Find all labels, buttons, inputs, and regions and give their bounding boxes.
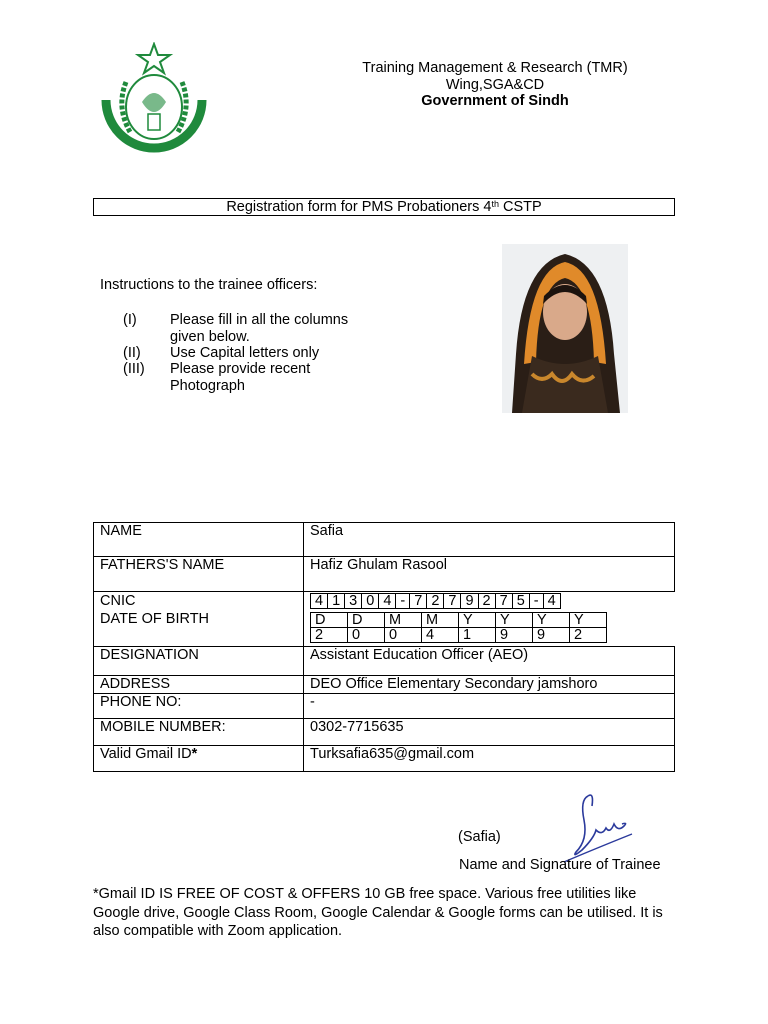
instruction-text: Please provide recent Photograph <box>170 361 311 394</box>
dob-digit-cell: 0 <box>385 628 422 643</box>
gmail-note: *Gmail ID IS FREE OF COST & OFFERS 10 GB free space. Various free utilities like Google drive, Google Class Room, Google Calendar & Google forms can be utilised. It is also compatible with Zoom application. <box>93 886 663 939</box>
table-row-designation <box>94 647 675 676</box>
cnic-digit-cell: 7 <box>410 594 427 609</box>
dob-digit-cell: 9 <box>533 628 570 643</box>
form-title-prefix: Registration form for PMS Probationers 4 <box>226 199 492 215</box>
dob-digit-cell: 0 <box>348 628 385 643</box>
cnic-digit-cell: 4 <box>311 594 328 609</box>
dob-header-cell: M <box>422 613 459 628</box>
dob-grid <box>310 612 607 643</box>
cnic-digit-cell: 1 <box>328 594 345 609</box>
government-emblem <box>98 42 210 172</box>
dob-header-cell: M <box>385 613 422 628</box>
cnic-digit-cell: 2 <box>478 594 495 609</box>
table-row-name <box>94 523 675 557</box>
table-row-father <box>94 557 675 592</box>
cnic-digit-cell: 3 <box>345 594 362 609</box>
header <box>330 60 660 110</box>
father-label: FATHERS'S NAME <box>94 557 304 592</box>
dob-digit-cell: 9 <box>496 628 533 643</box>
dob-digit-cell: 4 <box>422 628 459 643</box>
cnic-digit-cell: - <box>529 594 543 609</box>
cnic-label: CNIC <box>100 593 136 609</box>
cnic-digit-cell: 7 <box>495 594 512 609</box>
dob-header-cell: Y <box>570 613 607 628</box>
cnic-digit-cell: 4 <box>379 594 396 609</box>
table-row-address <box>94 676 675 694</box>
gmail-label: Valid Gmail ID <box>100 746 192 762</box>
instruction-number: (III) <box>123 361 145 377</box>
instruction-item-3 <box>123 361 383 401</box>
table-row-mobile <box>94 719 675 746</box>
cnic-digit-cell: 9 <box>461 594 478 609</box>
cnic-digit-cell: 5 <box>512 594 529 609</box>
form-title-suffix: CSTP <box>498 199 542 215</box>
header-line-3: Government of Sindh <box>421 93 569 109</box>
father-value: Hafiz Ghulam Rasool <box>304 557 675 592</box>
table-row-phone <box>94 694 675 719</box>
dob-digit-cell: 2 <box>311 628 348 643</box>
header-line-2: Wing,SGA&CD <box>445 76 545 93</box>
instruction-text: Please fill in all the columns given below. <box>170 312 349 345</box>
table-row-cnic-dob <box>94 592 675 647</box>
gmail-label-cell <box>94 746 304 772</box>
cnic-digit-cell: - <box>396 594 410 609</box>
signature-name: (Safia) <box>458 829 501 845</box>
dob-label: DATE OF BIRTH <box>100 611 210 627</box>
gmail-value: Turksafia635@gmail.com <box>304 746 675 772</box>
cnic-dob-values <box>304 592 675 647</box>
cnic-digit-cell: 0 <box>362 594 379 609</box>
dob-header-cell: D <box>348 613 385 628</box>
form-title-superscript: th <box>491 199 499 209</box>
form-title <box>93 198 675 216</box>
address-label: ADDRESS <box>94 676 304 694</box>
instruction-number: (I) <box>123 312 137 328</box>
address-value: DEO Office Elementary Secondary jamshoro <box>304 676 675 694</box>
signature-label: Name and Signature of Trainee <box>459 857 661 873</box>
table-row-gmail <box>94 746 675 772</box>
name-label: NAME <box>94 523 304 557</box>
gmail-asterisk: * <box>191 746 198 762</box>
phone-value: - <box>304 694 675 719</box>
phone-label: PHONE NO: <box>94 694 304 719</box>
dob-digit-cell: 1 <box>459 628 496 643</box>
cnic-dob-labels <box>94 592 304 647</box>
instruction-number: (II) <box>123 345 141 361</box>
cnic-grid <box>310 593 561 609</box>
dob-header-cell: Y <box>533 613 570 628</box>
instructions-title: Instructions to the trainee officers: <box>100 277 318 293</box>
name-value: Safia <box>304 523 675 557</box>
registration-table <box>93 522 675 772</box>
cnic-digit-cell: 2 <box>427 594 444 609</box>
mobile-value: 0302-7715635 <box>304 719 675 746</box>
dob-header-cell: Y <box>496 613 533 628</box>
trainee-photo <box>502 244 628 413</box>
instruction-text: Use Capital letters only <box>170 345 320 361</box>
cnic-digit-cell: 4 <box>543 594 560 609</box>
mobile-label: MOBILE NUMBER: <box>94 719 304 746</box>
dob-header-cell: Y <box>459 613 496 628</box>
dob-header-cell: D <box>311 613 348 628</box>
designation-value: Assistant Education Officer (AEO) <box>304 647 675 676</box>
cnic-digit-cell: 7 <box>444 594 461 609</box>
designation-label: DESIGNATION <box>94 647 304 676</box>
signature-image <box>562 790 634 864</box>
header-line-1: Training Management & Research (TMR) <box>362 60 628 76</box>
dob-digit-cell: 2 <box>570 628 607 643</box>
